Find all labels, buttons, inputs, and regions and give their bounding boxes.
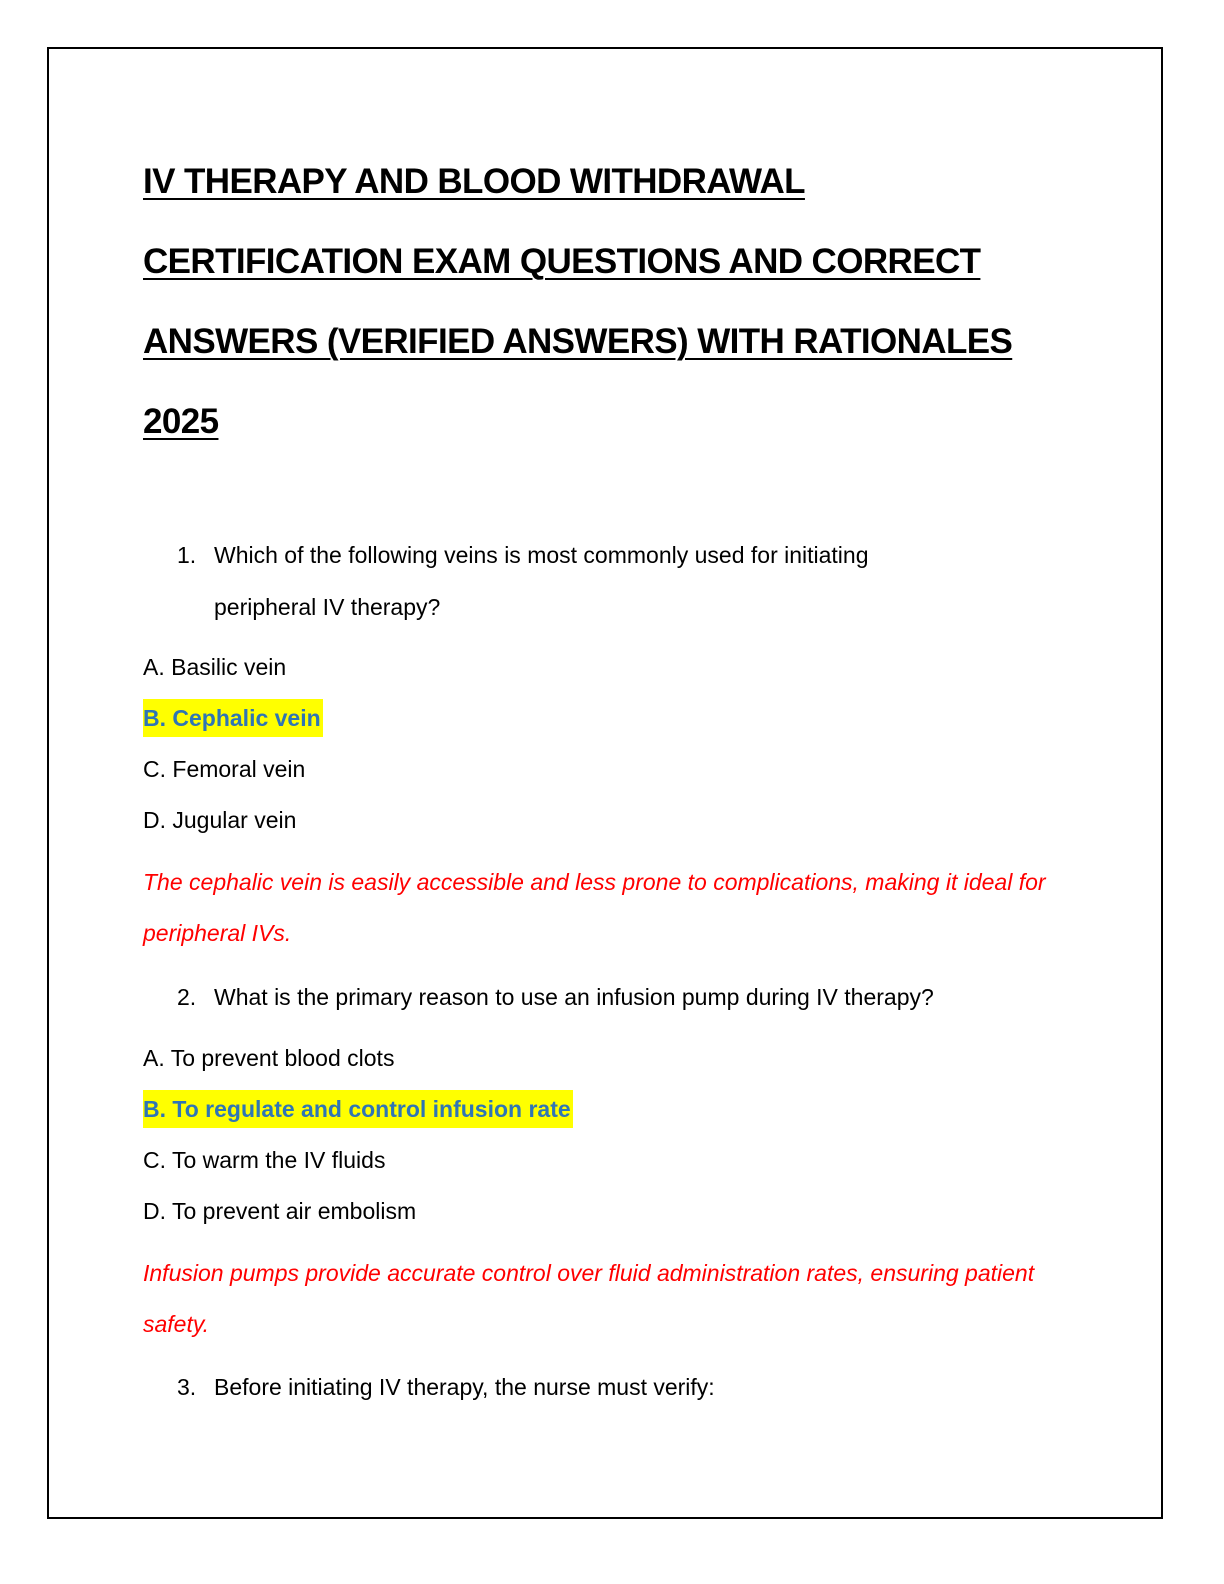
question-number: 1. [177, 542, 197, 568]
rationale-text: Infusion pumps provide accurate control over fluid administration rates, ensuring patient safety. [143, 1260, 1035, 1337]
answer-option: A. Basilic vein [143, 654, 287, 680]
answer-option: D. Jugular vein [143, 807, 297, 833]
question-text: Before initiating IV therapy, the nurse must verify: [214, 1374, 715, 1400]
answer-option: A. To prevent blood clots [143, 1045, 395, 1071]
question-text: peripheral IV therapy? [214, 594, 441, 620]
question-text: What is the primary reason to use an infusion pump during IV therapy? [214, 984, 934, 1010]
document-title [143, 142, 1103, 462]
title-line-3: ANSWERS (VERIFIED ANSWERS) WITH RATIONALES [143, 322, 1013, 361]
question-number: 2. [177, 984, 197, 1010]
answer-option: C. Femoral vein [143, 756, 306, 782]
correct-answer-option: B. To regulate and control infusion rate [143, 1090, 573, 1128]
answer-option: D. To prevent air embolism [143, 1198, 417, 1224]
title-line-1: IV THERAPY AND BLOOD WITHDRAWAL [143, 162, 805, 201]
question-text: Which of the following veins is most commonly used for initiating [214, 542, 869, 568]
title-line-2: CERTIFICATION EXAM QUESTIONS AND CORRECT [143, 242, 981, 281]
title-line-4: 2025 [143, 402, 219, 441]
rationale-text: The cephalic vein is easily accessible and less prone to complications, making it ideal for peripheral IVs. [143, 869, 1046, 946]
question-number: 3. [177, 1374, 197, 1400]
correct-answer-option: B. Cephalic vein [143, 699, 323, 737]
answer-option: C. To warm the IV fluids [143, 1147, 386, 1173]
